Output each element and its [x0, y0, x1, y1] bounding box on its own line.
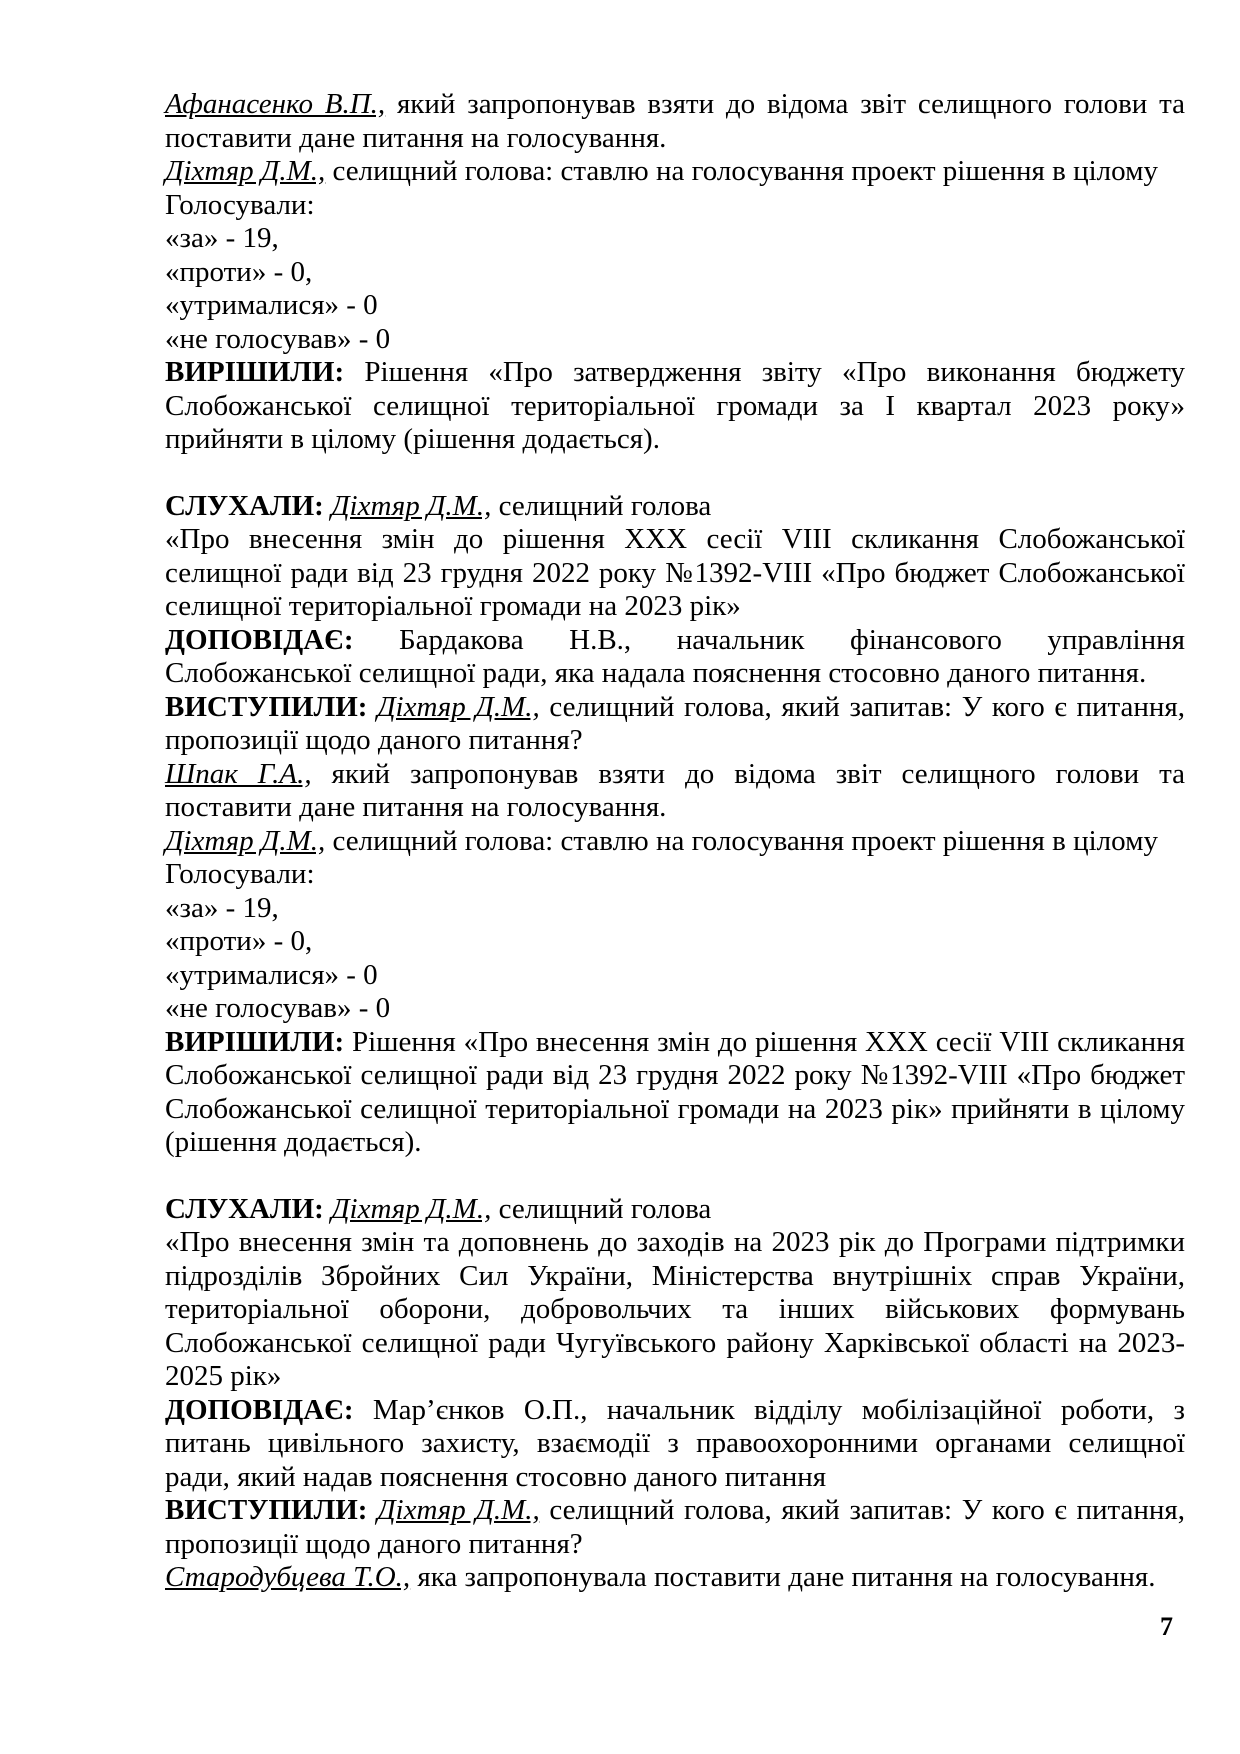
- page-number: 7: [1160, 1612, 1173, 1641]
- vote-for: «за» - 19,: [165, 891, 279, 924]
- speaker-name: Стародубцева Т.О.,: [165, 1561, 411, 1593]
- heard-label: СЛУХАЛИ:: [165, 489, 324, 522]
- speech-text: який запропонував взяти до відома звіт селищного голови та поставити дане питання на голосування.: [165, 88, 1185, 154]
- speech-paragraph: [165, 1561, 1185, 1595]
- heard-paragraph: [165, 1193, 1185, 1227]
- spoke-text: селищний голова, який запитав: У кого є питання, пропозиції щодо даного питання?: [165, 690, 1186, 756]
- vote-not-voted: «не голосував» - 0: [165, 992, 391, 1024]
- speaker-name: Шпак Г.А.,: [165, 757, 312, 790]
- decision-paragraph: [165, 1026, 1185, 1160]
- speech-paragraph: [165, 758, 1185, 825]
- decision-text: Рішення «Про внесення змін до рішення XXX сесії VIII скликання Слобожанської селищної ради від 23 грудня 2022 року №1392-VIII «Про бюджет Слобожанської селищної територіальної громади на 2023 рік» прийняти в цілому (рішення додається).: [165, 1025, 1185, 1158]
- voted-label: Голосували:: [165, 858, 315, 890]
- chair-paragraph: [165, 825, 1185, 859]
- heard-name: Діхтяр Д.М.,: [331, 1192, 492, 1225]
- heard-paragraph: [165, 490, 1185, 524]
- report-paragraph: [165, 624, 1185, 691]
- vote-against: «проти» - 0,: [165, 255, 313, 288]
- spoke-label: ВИСТУПИЛИ:: [165, 1494, 368, 1526]
- vote-against: «проти» - 0,: [165, 925, 313, 957]
- chair-name: Діхтяр Д.М.,: [165, 824, 326, 857]
- spoke-text: селищний голова, який запитав: У кого є питання, пропозиції щодо даного питання?: [165, 1494, 1186, 1560]
- spoke-label: ВИСТУПИЛИ:: [165, 690, 368, 723]
- report-text: Бардакова Н.В., начальник фінансового управління Слобожанської селищної ради, яка надала пояснення стосовно даного питання.: [165, 623, 1185, 689]
- chair-text: селищний голова: ставлю на голосування проект рішення в цілому: [325, 155, 1158, 187]
- vote-for: «за» - 19,: [165, 222, 279, 254]
- spoke-name: Діхтяр Д.М.,: [377, 690, 540, 723]
- heard-label: СЛУХАЛИ:: [165, 1192, 324, 1225]
- topic-paragraph: «Про внесення змін та доповнень до заходів на 2023 рік до Програми підтримки підрозділів Збройних Сил України, Міністерства внутрішніх справ України, територіальної оборони, добровольчих та інших військових формувань Слобожанської селищної ради Чугуївського району Харківської області на 2023-2025 рік»: [165, 1226, 1185, 1392]
- vote-abstained: «утрималися» - 0: [165, 958, 378, 991]
- chair-paragraph: [165, 155, 1185, 189]
- vote-abstained: «утрималися» - 0: [165, 289, 378, 321]
- report-label: ДОПОВІДАЄ:: [165, 1393, 354, 1426]
- report-paragraph: [165, 1394, 1185, 1495]
- heard-role: селищний голова: [491, 489, 712, 522]
- decided-label: ВИРІШИЛИ:: [165, 1025, 345, 1058]
- chair-name: Діхтяр Д.М.,: [165, 155, 326, 187]
- decision-text: Рішення «Про затвердження звіту «Про виконання бюджету Слобожанської селищної територіальної громади за I квартал 2023 року» прийняти в цілому (рішення додається).: [165, 356, 1185, 455]
- report-label: ДОПОВІДАЄ:: [165, 623, 354, 656]
- vote-not-voted: «не голосував» - 0: [165, 322, 391, 355]
- heard-name: Діхтяр Д.М.,: [331, 489, 492, 522]
- topic-paragraph: «Про внесення змін до рішення XXX сесії VIII скликання Слобожанської селищної ради від 23 грудня 2022 року №1392-VIII «Про бюджет Слобожанської селищної територіальної громади на 2023 рік»: [165, 523, 1185, 622]
- speech-text: який запропонував взяти до відома звіт селищного голови та поставити дане питання на голосування.: [165, 757, 1186, 823]
- chair-text: селищний голова: ставлю на голосування проект рішення в цілому: [325, 824, 1158, 857]
- spoke-name: Діхтяр Д.М.,: [377, 1494, 540, 1526]
- report-text: Мар’єнков О.П., начальник відділу мобілізаційної роботи, з питань цивільного захисту, взаємодії з правоохоронними органами селищної ради, який надав пояснення стосовно даного питання: [165, 1393, 1185, 1493]
- section-gap: [165, 1160, 1185, 1193]
- section-gap: [165, 457, 1185, 490]
- decided-label: ВИРІШИЛИ:: [165, 356, 345, 388]
- heard-role: селищний голова: [491, 1192, 712, 1225]
- speech-text: яка запропонувала поставити дане питання на голосування.: [410, 1561, 1156, 1593]
- speech-paragraph: [165, 88, 1185, 155]
- voted-label: Голосували:: [165, 188, 315, 221]
- spoke-paragraph: [165, 1494, 1185, 1561]
- speaker-name: Афанасенко В.П.,: [165, 88, 386, 120]
- decision-paragraph: [165, 356, 1185, 457]
- spoke-paragraph: [165, 691, 1185, 758]
- document-page: [165, 88, 1185, 1595]
